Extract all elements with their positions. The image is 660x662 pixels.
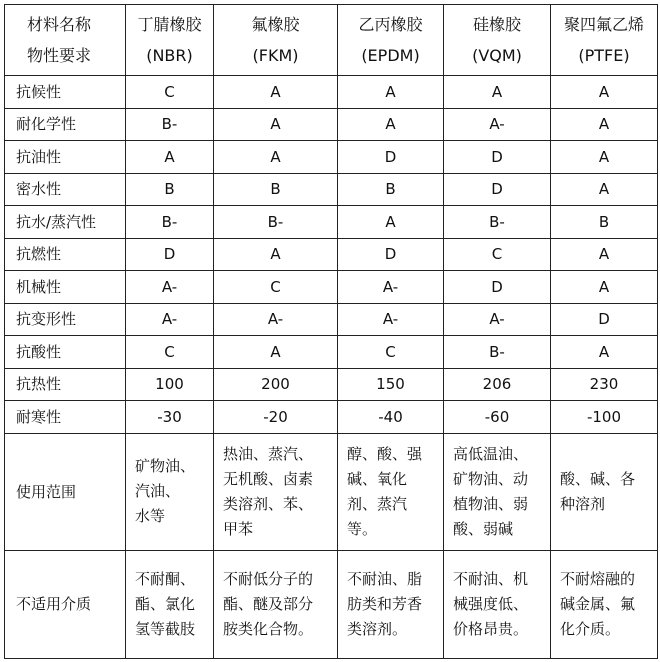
text-line: 类溶剂。 <box>347 619 408 638</box>
text-line: 高低温油、 <box>453 444 529 463</box>
text-line: 剂、蒸汽 <box>347 494 408 513</box>
text-line: 不耐酮、 <box>135 569 196 588</box>
rating-cell: A <box>214 141 338 174</box>
usage-row <box>5 433 658 550</box>
rating-cell: 150 <box>338 368 444 401</box>
rating-cell: -40 <box>338 401 444 434</box>
text-cell <box>444 433 551 550</box>
rating-cell: A <box>214 238 338 271</box>
rating-cell: B- <box>126 108 214 141</box>
rating-cell: A- <box>126 271 214 304</box>
text-line: 酯、醚及部分 <box>223 594 314 613</box>
column-name: 氟橡胶 <box>251 15 300 34</box>
text-line: 胺类化合物。 <box>223 619 314 638</box>
text-cell <box>126 433 214 550</box>
text-cell <box>126 550 214 658</box>
rating-cell: B <box>338 173 444 206</box>
column-header <box>551 5 658 76</box>
column-header <box>338 5 444 76</box>
text-line: 种溶剂 <box>560 494 606 513</box>
table-row <box>5 141 658 174</box>
rating-cell: A- <box>338 303 444 336</box>
header-row <box>5 5 658 76</box>
rating-cell: 230 <box>551 368 658 401</box>
rating-cell: A <box>338 206 444 239</box>
rating-cell: -30 <box>126 401 214 434</box>
row-label: 密水性 <box>5 173 126 206</box>
column-header <box>214 5 338 76</box>
rating-cell: C <box>214 271 338 304</box>
text-line: 氢等截肢 <box>135 619 196 638</box>
rating-cell: A <box>551 141 658 174</box>
table-row <box>5 108 658 141</box>
rating-cell: B- <box>444 206 551 239</box>
text-cell <box>551 550 658 658</box>
text-line: 植物油、弱 <box>453 494 529 513</box>
column-code: (FKM) <box>252 46 299 65</box>
column-header <box>444 5 551 76</box>
text-cell <box>214 550 338 658</box>
rating-cell: A <box>338 76 444 109</box>
rating-cell: 100 <box>126 368 214 401</box>
table-row <box>5 173 658 206</box>
column-code: (EPDM) <box>361 46 420 65</box>
text-cell <box>338 550 444 658</box>
text-line: 化介质。 <box>560 619 621 638</box>
table-row <box>5 336 658 369</box>
text-line: 类溶剂、苯、 <box>223 494 314 513</box>
column-code: (PTFE) <box>578 46 630 65</box>
text-line: 无机酸、卤素 <box>223 469 314 488</box>
rating-cell: C <box>126 76 214 109</box>
rating-cell: -60 <box>444 401 551 434</box>
rating-cell: C <box>126 336 214 369</box>
text-cell <box>214 433 338 550</box>
text-line: 不耐油、机 <box>453 569 529 588</box>
rating-cell: A <box>551 173 658 206</box>
column-code: (VQM) <box>472 46 522 65</box>
text-line: 醇、酸、强 <box>347 444 423 463</box>
text-line: 酸、碱、各 <box>560 469 636 488</box>
rating-cell: B <box>214 173 338 206</box>
rating-cell: A <box>551 76 658 109</box>
text-line: 械强度低、 <box>453 594 529 613</box>
row-label: 耐寒性 <box>5 401 126 434</box>
table-row <box>5 271 658 304</box>
rating-cell: A- <box>338 271 444 304</box>
column-name: 硅橡胶 <box>472 15 521 34</box>
row-label: 不适用介质 <box>5 550 126 658</box>
rating-cell: A <box>551 271 658 304</box>
rating-cell: A <box>214 108 338 141</box>
table-row <box>5 303 658 336</box>
rating-cell: D <box>338 141 444 174</box>
text-line: 汽油、 <box>135 482 181 500</box>
rating-cell: A- <box>444 108 551 141</box>
text-line: 甲苯 <box>223 519 254 538</box>
column-name: 丁腈橡胶 <box>137 15 202 34</box>
rating-cell: D <box>444 141 551 174</box>
row-label: 抗酸性 <box>5 336 126 369</box>
rating-cell: A <box>444 76 551 109</box>
rating-cell: D <box>551 303 658 336</box>
rating-cell: C <box>444 238 551 271</box>
corner-header <box>5 5 126 76</box>
text-line: 不耐熔融的 <box>560 569 636 588</box>
column-code: (NBR) <box>146 46 193 65</box>
rating-cell: D <box>444 271 551 304</box>
table-row <box>5 76 658 109</box>
row-label: 抗燃性 <box>5 238 126 271</box>
rating-cell: D <box>126 238 214 271</box>
text-line: 水等 <box>135 507 166 525</box>
column-name: 乙丙橡胶 <box>358 15 423 34</box>
row-label: 抗热性 <box>5 368 126 401</box>
rating-cell: D <box>338 238 444 271</box>
text-cell <box>338 433 444 550</box>
corner-material-label: 材料名称 <box>27 15 92 34</box>
row-label: 抗候性 <box>5 76 126 109</box>
rating-cell: A <box>551 108 658 141</box>
rating-cell: B <box>551 206 658 239</box>
text-line: 等。 <box>347 519 378 538</box>
text-cell <box>444 550 551 658</box>
text-line: 碱金属、氟 <box>560 594 636 613</box>
text-line: 矿物油、动 <box>453 469 529 488</box>
rating-cell: B- <box>444 336 551 369</box>
rating-cell: A <box>214 76 338 109</box>
text-line: 不耐油、脂 <box>347 569 423 588</box>
rating-cell: -20 <box>214 401 338 434</box>
unsuitable-row <box>5 550 658 658</box>
corner-property-label: 物性要求 <box>27 46 92 65</box>
column-header <box>126 5 214 76</box>
rating-cell: -100 <box>551 401 658 434</box>
table-row <box>5 238 658 271</box>
rating-cell: B- <box>214 206 338 239</box>
row-label: 耐化学性 <box>5 108 126 141</box>
rating-cell: A <box>551 336 658 369</box>
rating-cell: 200 <box>214 368 338 401</box>
material-properties-table <box>4 4 658 659</box>
rating-cell: A <box>214 336 338 369</box>
rating-cell: A <box>338 108 444 141</box>
column-name: 聚四氟乙烯 <box>563 15 644 34</box>
table-row <box>5 368 658 401</box>
rating-cell: A- <box>444 303 551 336</box>
rating-cell: D <box>444 173 551 206</box>
row-label: 抗水/蒸汽性 <box>5 206 126 239</box>
rating-cell: A <box>126 141 214 174</box>
rating-cell: 206 <box>444 368 551 401</box>
rating-cell: A <box>551 238 658 271</box>
table-row <box>5 401 658 434</box>
text-cell <box>551 433 658 550</box>
rating-cell: B- <box>126 206 214 239</box>
text-line: 热油、蒸汽、 <box>223 444 314 463</box>
text-line: 酸、弱碱 <box>453 519 514 538</box>
row-label: 使用范围 <box>5 433 126 550</box>
row-label: 抗变形性 <box>5 303 126 336</box>
row-label: 机械性 <box>5 271 126 304</box>
text-line: 碱、氧化 <box>347 469 408 488</box>
rating-cell: A- <box>214 303 338 336</box>
text-line: 酯、氯化 <box>135 594 196 613</box>
text-line: 矿物油、 <box>135 457 196 475</box>
text-line: 价格昂贵。 <box>453 619 529 638</box>
table-row <box>5 206 658 239</box>
rating-cell: A- <box>126 303 214 336</box>
rating-cell: B <box>126 173 214 206</box>
row-label: 抗油性 <box>5 141 126 174</box>
text-line: 不耐低分子的 <box>223 569 314 588</box>
text-line: 肪类和芳香 <box>347 594 423 613</box>
rating-cell: C <box>338 336 444 369</box>
